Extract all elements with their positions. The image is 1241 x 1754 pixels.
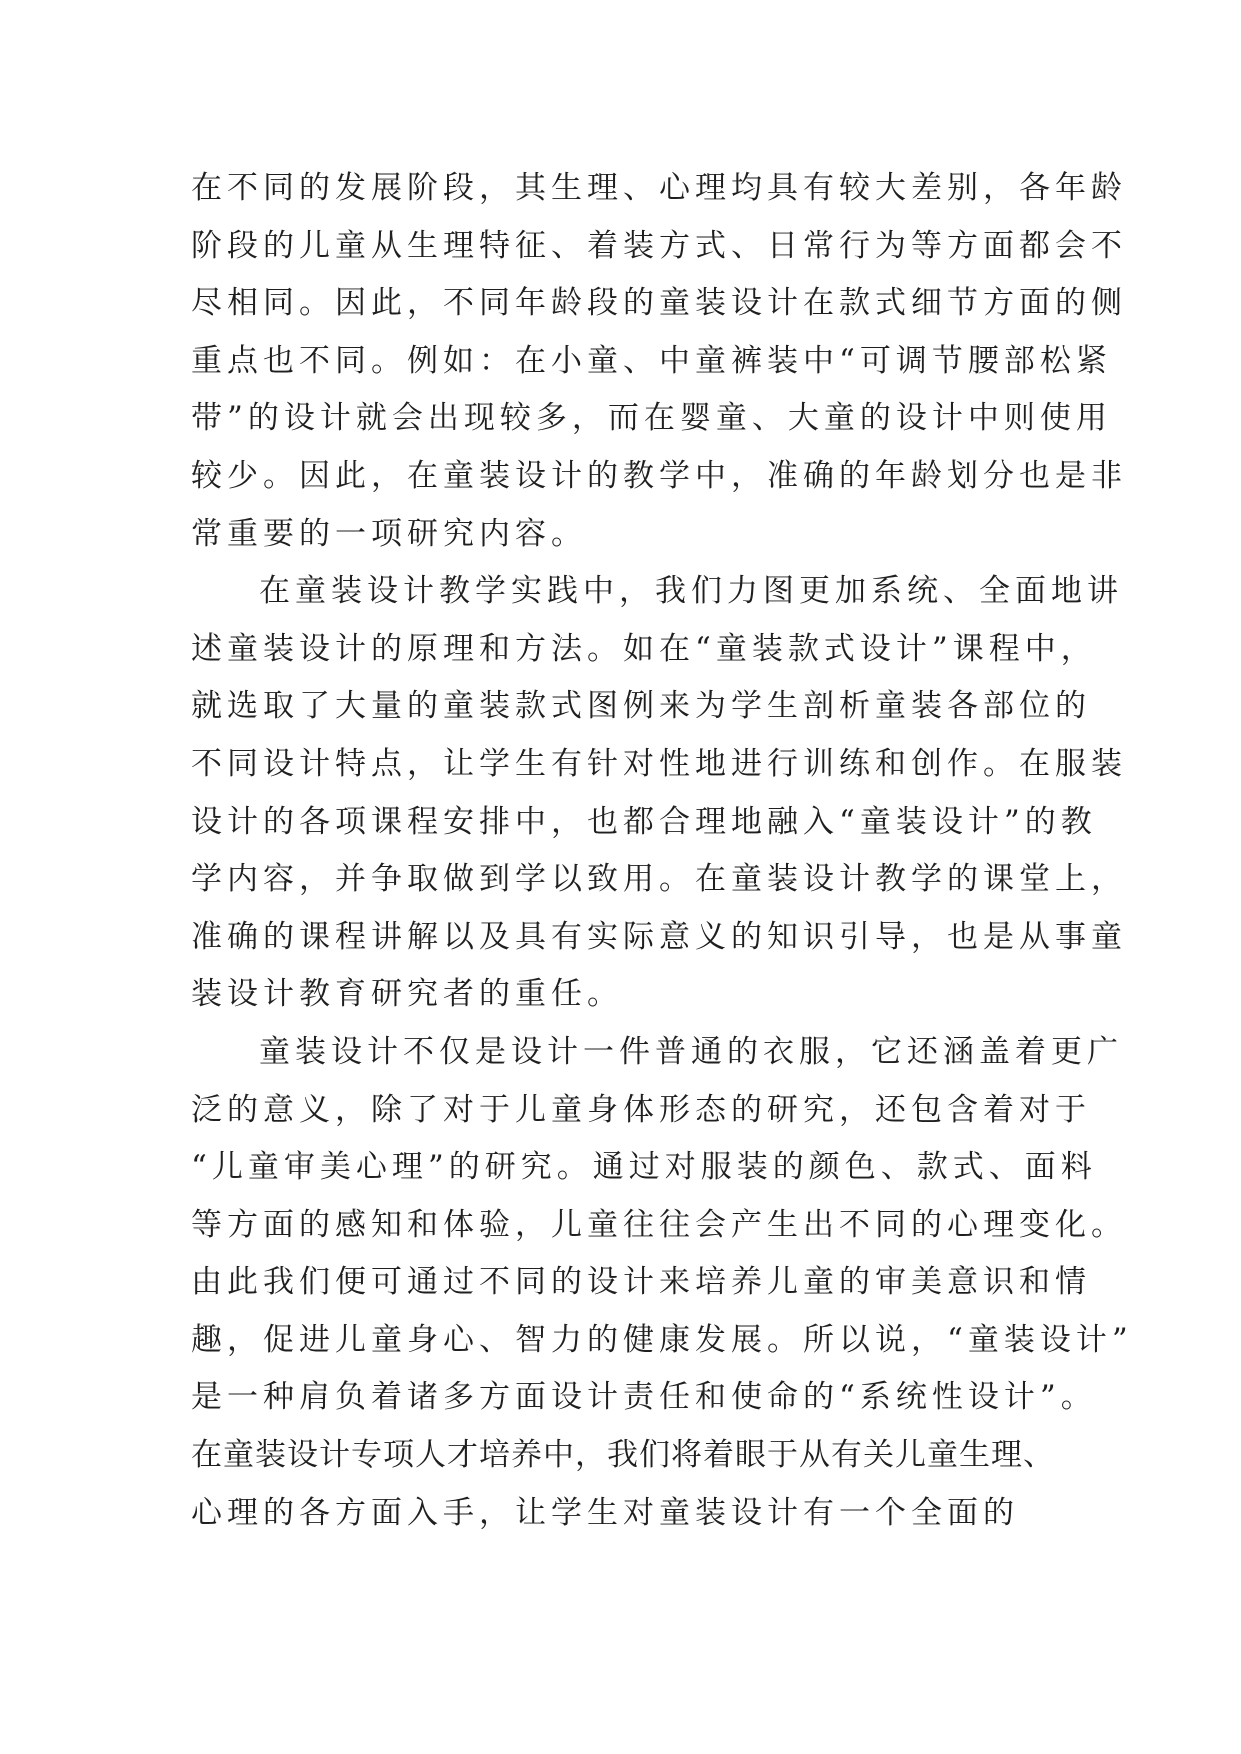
text-line: 较少。因此，在童装设计的教学中，准确的年龄划分也是非 [191, 457, 1127, 494]
text-line: 带”的设计就会出现较多，而在婴童、大童的设计中则使用 [191, 400, 1112, 437]
text-line: 在童装设计专项人才培养中，我们将着眼于从有关儿童生理、 [191, 1437, 1055, 1474]
text-line: 常重要的一项研究内容。 [191, 515, 587, 552]
text-line: 心理的各方面入手，让学生对童装设计有一个全面的 [191, 1494, 1019, 1531]
text-line: “儿童审美心理”的研究。通过对服装的颜色、款式、面料 [191, 1149, 1097, 1186]
text-line: 由此我们便可通过不同的设计来培养儿童的审美意识和情 [191, 1264, 1091, 1301]
text-line: 学内容，并争取做到学以致用。在童装设计教学的课堂上， [191, 861, 1127, 898]
text-line: 是一种肩负着诸多方面设计责任和使命的“系统性设计”。 [191, 1379, 1097, 1416]
text-line: 就选取了大量的童装款式图例来为学生剖析童装各部位的 [191, 688, 1091, 725]
text-line: 阶段的儿童从生理特征、着装方式、日常行为等方面都会不 [191, 227, 1127, 264]
text-line: 等方面的感知和体验，儿童往往会产生出不同的心理变化。 [191, 1206, 1127, 1243]
paragraph-start-line: 童装设计不仅是设计一件普通的衣服，它还涵盖着更广 [259, 1033, 1123, 1070]
text-line: 装设计教育研究者的重任。 [191, 976, 623, 1013]
text-line: 尽相同。因此，不同年龄段的童装设计在款式细节方面的侧 [191, 285, 1127, 322]
text-line: 重点也不同。例如：在小童、中童裤装中“可调节腰部松紧 [191, 342, 1112, 379]
text-line: 在不同的发展阶段，其生理、心理均具有较大差别，各年龄 [191, 170, 1127, 206]
text-line: 不同设计特点，让学生有针对性地进行训练和创作。在服装 [191, 745, 1127, 782]
text-line: 泛的意义，除了对于儿童身体形态的研究，还包含着对于 [191, 1091, 1091, 1128]
text-line: 趣，促进儿童身心、智力的健康发展。所以说，“童装设计” [191, 1321, 1133, 1358]
text-line: 准确的课程讲解以及具有实际意义的知识引导，也是从事童 [191, 918, 1127, 955]
text-line: 述童装设计的原理和方法。如在“童装款式设计”课程中， [191, 630, 1097, 667]
text-line: 设计的各项课程安排中，也都合理地融入“童装设计”的教 [191, 803, 1097, 840]
paragraph-start-line: 在童装设计教学实践中，我们力图更加系统、全面地讲 [259, 573, 1123, 610]
body-text [191, 160, 1133, 1542]
